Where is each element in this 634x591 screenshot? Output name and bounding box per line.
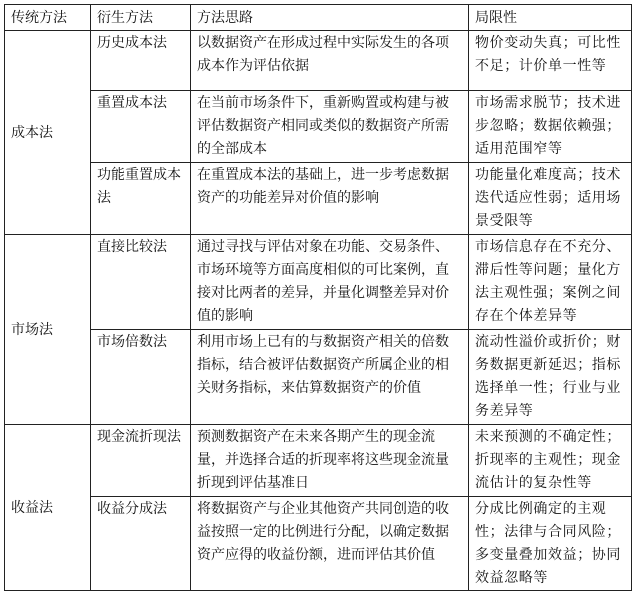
valuation-methods-table <box>4 4 632 591</box>
table-row <box>5 425 632 497</box>
table-row <box>5 31 632 91</box>
idea-cell: 在当前市场条件下，重新购置或构建与被评估数据资产相同或类似的数据资产所需的全部成本 <box>191 91 469 163</box>
table-row <box>5 235 632 330</box>
limits-cell: 市场信息存在不充分、滞后性等问题；量化方法主观性强；案例之间存在个体差异等 <box>469 235 632 330</box>
idea-cell: 通过寻找与评估对象在功能、交易条件、市场环境等方面高度相似的可比案例，直接对比两者的差异，并量化调整差异对价值的影响 <box>191 235 469 330</box>
method-cell: 重置成本法 <box>91 91 191 163</box>
table-row <box>5 163 632 235</box>
idea-cell: 利用市场上已有的与数据资产相关的倍数指标，结合被评估数据资产所属企业的相关财务指标，来估算数据资产的价值 <box>191 330 469 425</box>
method-cell: 直接比较法 <box>91 235 191 330</box>
method-cell: 现金流折现法 <box>91 425 191 497</box>
header-derived: 衍生方法 <box>91 5 191 31</box>
group-cost: 成本法 <box>5 31 91 235</box>
limits-cell: 流动性溢价或折价；财务数据更新延迟；指标选择单一性；行业与业务差异等 <box>469 330 632 425</box>
limits-cell: 市场需求脱节；技术进步忽略；数据依赖强；适用范围窄等 <box>469 91 632 163</box>
method-cell: 市场倍数法 <box>91 330 191 425</box>
header-traditional: 传统方法 <box>5 5 91 31</box>
header-limits: 局限性 <box>469 5 632 31</box>
limits-cell: 功能量化难度高；技术迭代适应性弱；适用场景受限等 <box>469 163 632 235</box>
idea-cell: 预测数据资产在未来各期产生的现金流量，并选择合适的折现率将这些现金流量折现到评估基准日 <box>191 425 469 497</box>
table-row <box>5 91 632 163</box>
limits-cell: 未来预测的不确定性；折现率的主观性；现金流估计的复杂性等 <box>469 425 632 497</box>
method-cell: 收益分成法 <box>91 497 191 591</box>
table-row <box>5 497 632 591</box>
idea-cell: 在重置成本法的基础上，进一步考虑数据资产的功能差异对价值的影响 <box>191 163 469 235</box>
table-row <box>5 330 632 425</box>
limits-cell: 分成比例确定的主观性；法律与合同风险；多变量叠加效益；协同效益忽略等 <box>469 497 632 591</box>
method-cell: 历史成本法 <box>91 31 191 91</box>
header-row <box>5 5 632 31</box>
group-market: 市场法 <box>5 235 91 425</box>
group-income: 收益法 <box>5 425 91 591</box>
method-cell: 功能重置成本法 <box>91 163 191 235</box>
header-idea: 方法思路 <box>191 5 469 31</box>
limits-cell: 物价变动失真；可比性不足；计价单一性等 <box>469 31 632 91</box>
idea-cell: 将数据资产与企业其他资产共同创造的收益按照一定的比例进行分配，以确定数据资产应得的收益份额，进而评估其价值 <box>191 497 469 591</box>
idea-cell: 以数据资产在形成过程中实际发生的各项成本作为评估依据 <box>191 31 469 91</box>
